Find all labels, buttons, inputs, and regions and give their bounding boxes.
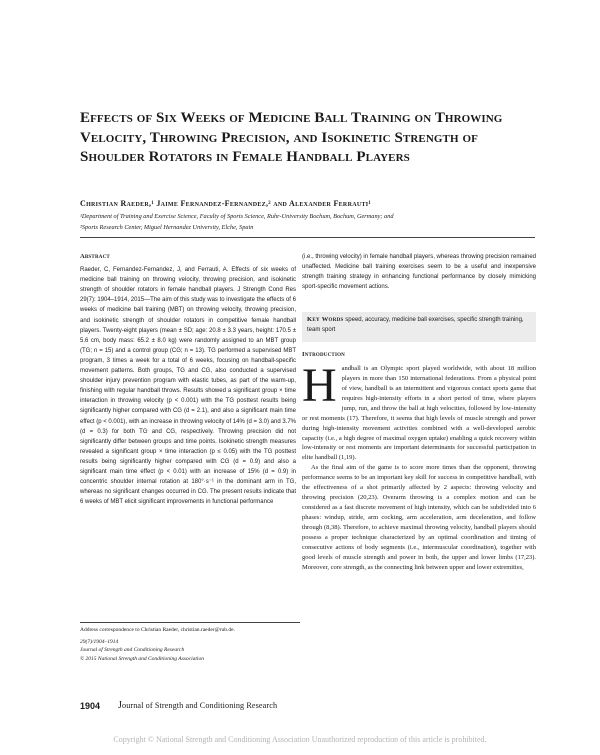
page-number: 1904 [80, 701, 101, 711]
introduction-section [302, 350, 536, 573]
affiliation-2: ²Sports Research Center, Miguel Hernandez University, Elche, Spain [80, 224, 254, 231]
footnote-rule [80, 622, 300, 623]
abstract-column [80, 252, 296, 507]
abstract-continuation-text: (i.e., throwing velocity) in female handball players, whereas throwing precision remained unaffected. Medicine ball training exercises seem to be a useful and inexpensive strength training strategy in enhancing functional performance by closely mimicking sport-specific movement actions. [302, 254, 536, 291]
footnote-copyright: © 2015 National Strength and Conditioning Association [80, 655, 204, 662]
author-list: Christian Raeder,¹ Jaime Fernandez-Fernandez,² and Alexander Ferrauti¹ [80, 199, 372, 208]
introduction-paragraph-2: As the final aim of the game is to score more times than the opponent, throwing performance seems to be an important key skill for success in competitive handball, with the effectiveness of a shot primarily affected by 2 aspects: throwing velocity and throwing precision (20,23). Overarm throwing is a complex motion and can be considered as a fast discrete movement of high intensity, which can be subdivided into 6 phases: windup, stride, arm cocking, arm acceleration, arm deceleration, and follow through (8,38). Therefore, to achieve maximal throwing velocity, handball players should possess a proper technique characterized by an optimal coordination and timing of consecutive actions of body segments (i.e., intermuscular coordination), together with good levels of muscle strength and power in both, the upper and lower limbs (17,23). Moreover, core strength, as the connecting link between upper and lower extremities, [302, 464, 536, 571]
introduction-heading: Introduction [302, 351, 345, 358]
keywords-box [302, 312, 536, 342]
affiliation-1: ¹Department of Training and Exercise Science, Faculty of Sports Science, Ruhr-University Bochum, Bochum, Germany; and [80, 213, 394, 220]
introduction-paragraph-1-text: andball is an Olympic sport played worldwide, with about 18 million players in more than 150 international federations. From a physical point of view, handball is an intermittent and vigorous contact sports game that requires high-intensity efforts in a short period of time, where players jump, run, and throw the ball at high velocities, followed by low-intensity or rest moments (17). Therefore, it seems that high levels of muscle strength and power during high-intensity movement activities combined with a well-developed aerobic capacity (i.e., a high degree of maximal oxygen uptake) enabling a quick recovery within low-intensity or rest moments are important determinants for successful participation in elite handball (1,19). [302, 364, 536, 462]
drop-cap: H [302, 358, 337, 412]
footnote-block [80, 626, 300, 663]
keywords-label: Key Words [307, 316, 344, 323]
correspondence-line: Address correspondence to Christian Raeder, christian.raeder@rub.de. [80, 627, 235, 633]
header-rule [80, 237, 535, 238]
affiliations [80, 211, 540, 233]
running-journal-title: Journal of Strength and Conditioning Research [118, 700, 278, 711]
abstract-continuation [302, 252, 536, 292]
abstract-text: Raeder, C, Fernandez-Fernandez, J, and Ferrauti, A. Effects of six weeks of medicine ball training on throwing velocity, throwing precision, and isokinetic strength of shoulder rotators in female handball players. J Strength Cond Res 29(7): 1904–1914, 2015—The aim of this study was to investigate the effects of 6 weeks of medicine ball training (MBT) on throwing velocity, throwing precision, and isokinetic strength of shoulder rotators in competitive female handball players. Twenty-eight players (mean ± SD; age: 20.8 ± 3.3 years, height: 170.5 ± 5.6 cm, body mass: 65.2 ± 8.0 kg) were randomly assigned to an MBT group (TG; n = 15) and a control group (CG; n = 13). TG performed a supervised MBT program, 3 times a week for a total of 6 weeks, focusing on handball-specific movement patterns. Both groups, TG and CG, also conducted a supervised shoulder injury prevention program with elastic tubes, as part of the warm-up, finishing with regular handball throws. Results showed a significant group × time interaction in throwing velocity (p < 0.001) with the TG posttest results being significantly higher compared with CG (d = 2.1), and also a significant main time effect (p < 0.001), with an increase in throwing velocity of 14% (d = 3.0) and 3.7% (d = 0.3) for both TG and CG, respectively. Throwing precision did not significantly differ between groups and time points. Isokinetic strength measures revealed a significant group × time interaction (p ≤ 0.05) with the TG posttest results being significantly higher compared with CG (d = 0.9) and also a significant main time effect (p < 0.01) with an increase of 15% (d = 0.9) in concentric shoulder internal rotation at 180°·s⁻¹ in the dominant arm in TG, whereas no significant changes occurred in CG. The present results indicate that 6 weeks of MBT elicit significant improvements in functional performance [80, 267, 297, 506]
keywords-text: speed, accuracy, medicine ball exercises, specific strength training, team sport [307, 317, 524, 333]
copyright-watermark: Copyright © National Strength and Conditioning Association Unauthorized reproduction of this article is prohibited. [113, 735, 487, 744]
abstract-heading: Abstract [80, 253, 110, 260]
citation-line: 29(7)/1904–1914 [80, 638, 119, 645]
introduction-paragraph-1 [302, 358, 536, 463]
article-title: Effects of Six Weeks of Medicine Ball Training on Throwing Velocity, Throwing Precision, and Isokinetic Strength of Shoulder Rotators in Female Handball Players [80, 110, 503, 165]
footnote-journal: Journal of Strength and Conditioning Research [80, 647, 185, 653]
